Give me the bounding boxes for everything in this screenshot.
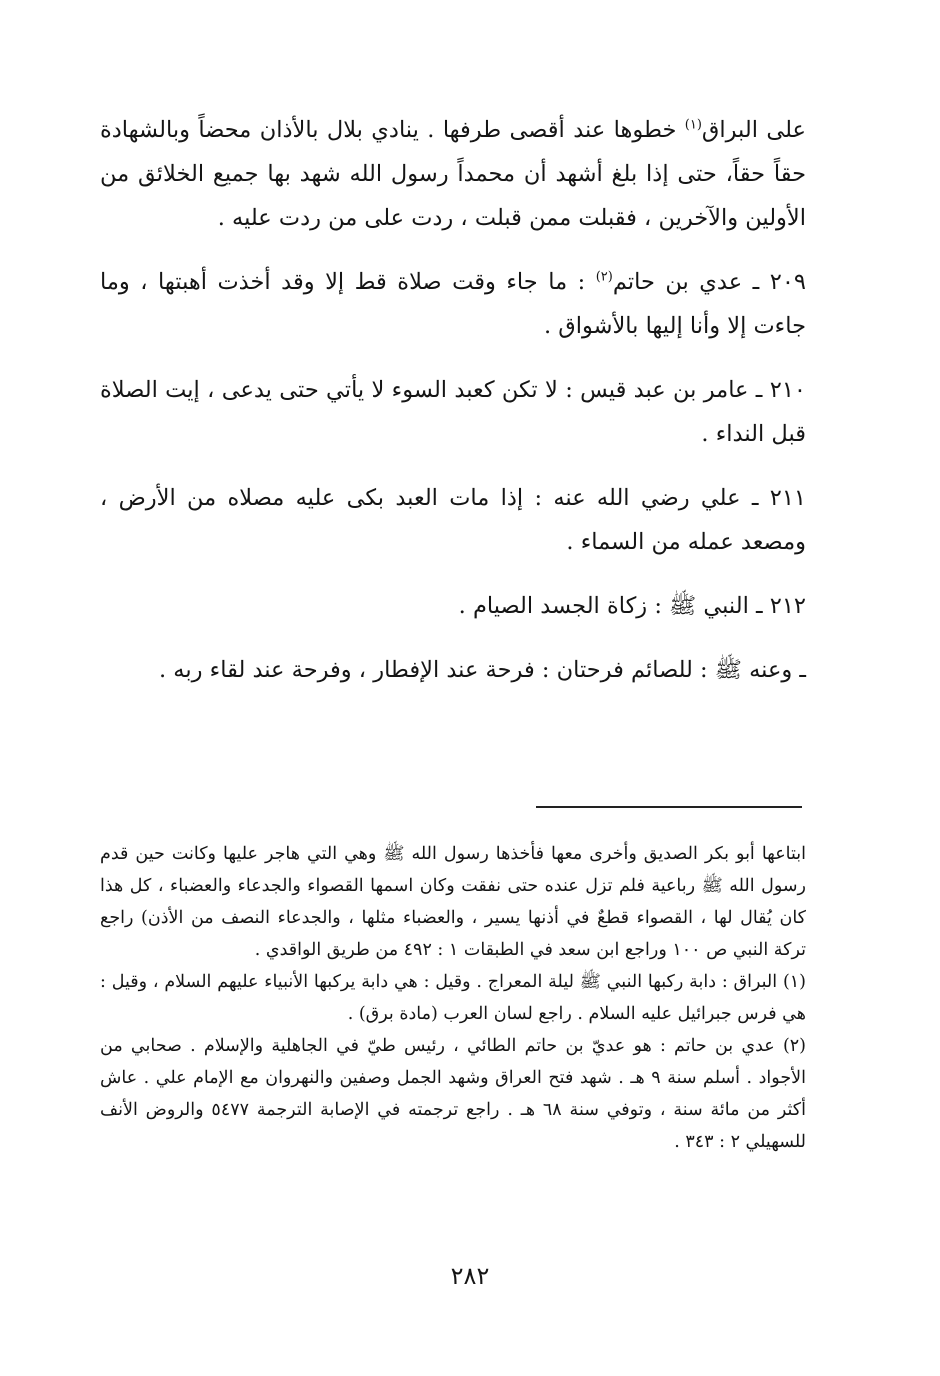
saying-text-rest: : ما جاء وقت صلاة قط إلا وقد أخذت أهبتها ، وما جاءت إلا وأنا إليها بالأشواق . (100, 269, 806, 339)
footnote-1 (100, 966, 806, 1030)
footnote-2 (100, 1030, 806, 1158)
footnote-ref-1: (١) (684, 117, 702, 133)
saying-number: ٢١١ (769, 485, 806, 511)
footnotes-section (100, 838, 806, 1158)
saying-text-start: ـ عدي بن حاتم (612, 269, 770, 295)
saying-text: ـ علي رضي الله عنه : إذا مات العبد بكى عليه مصلاه من الأرض ، ومصعد عمله من السماء . (100, 485, 806, 555)
saying-210 (100, 368, 806, 456)
saying-text: ـ وعنه ﷺ : للصائم فرحتان : فرحة عند الإفطار ، وفرحة عند لقاء ربه . (158, 657, 806, 683)
saying-text: ـ النبي ﷺ : زكاة الجسد الصيام . (458, 593, 770, 619)
footnote-text: البراق : دابة ركبها النبي ﷺ ليلة المعراج . وقيل : هي دابة يركبها الأنبياء عليهم السلام ، وقيل : هي فرس جبرائيل عليه السلام . راجع لسان العرب (مادة برق) . (100, 972, 806, 1024)
saying-number: ٢١٢ (769, 593, 806, 619)
footnote-number: (١) (782, 972, 806, 992)
saying-211 (100, 476, 806, 564)
paragraph-buraq (100, 108, 806, 240)
main-body (100, 108, 806, 708)
footnote-continuation: ابتاعها أبو بكر الصديق وأخرى معها فأخذها رسول الله ﷺ وهي التي هاجر عليها وكانت حين قدم رسول الله ﷺ رباعية فلم تزل عنده حتى نفقت وكان اسمها القصواء والجدعاء والعضباء ، كل هذا كان يُقال لها ، القصواء قطعٌ في أذنها يسير ، والعضباء مثلها ، والجدعاء النصف من الأذن) راجع تركة النبي ص ١٠٠ وراجع ابن سعد في الطبقات ١ : ٤٩٢ من طريق الواقدي . (100, 844, 806, 960)
paragraph-text-rest: خطوها عند أقصى طرفها . ينادي بلال بالأذان محضاً وبالشهادة حقاً حقاً، حتى إذا بلغ أشهد أن محمداً رسول الله شهد بها جميع الخلائق من الأولين والآخرين ، فقبلت ممن قبلت ، ردت على من ردت عليه . (100, 117, 806, 231)
footnote-ref-2: (٢) (595, 269, 613, 285)
footnote-text: عدي بن حاتم : هو عديّ بن حاتم الطائي ، رئيس طيّ في الجاهلية والإسلام . صحابي من الأجواد . أسلم سنة ٩ هـ . شهد فتح العراق وشهد الجمل وصفين والنهروان مع الإمام علي . عاش أكثر من مائة سنة ، وتوفي سنة ٦٨ هـ . راجع ترجمته في الإصابة الترجمة ٥٤٧٧ والروض الأنف للسهيلي ٢ : ٣٤٣ . (100, 1036, 806, 1152)
footnote-divider (536, 806, 802, 808)
footnote-number: (٢) (782, 1036, 806, 1056)
saying-text: ـ عامر بن عبد قيس : لا تكن كعبد السوء لا يأتي حتى يدعى ، إيت الصلاة قبل النداء . (100, 377, 806, 447)
page-number: ٢٨٢ (450, 1262, 490, 1290)
saying-209 (100, 260, 806, 348)
saying-number: ٢١٠ (769, 377, 806, 403)
paragraph-text-start: على البراق (701, 117, 806, 143)
saying-wa-anhu (100, 648, 806, 692)
saying-212 (100, 584, 806, 628)
saying-number: ٢٠٩ (769, 269, 806, 295)
